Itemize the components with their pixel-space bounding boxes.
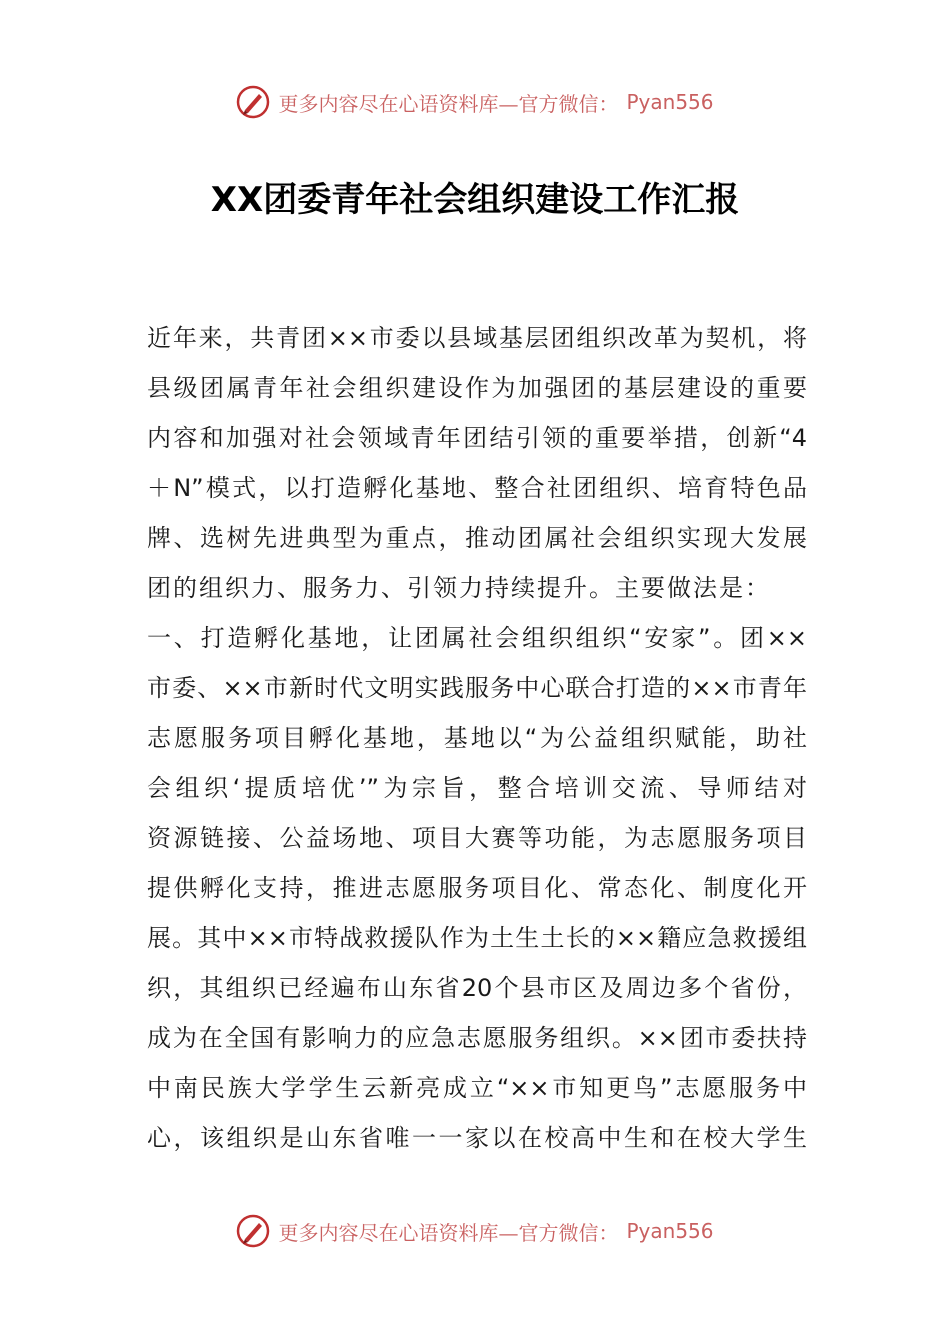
body-line: 提供孵化支持，推进志愿服务项目化、常态化、制度化开 <box>147 874 807 902</box>
body-line: 内容和加强对社会领域青年团结引领的重要举措，创新“4 <box>147 424 807 452</box>
body-line: 中南民族大学学生云新亮成立“××市知更鸟”志愿服务中 <box>147 1074 807 1102</box>
body-line: 市委、××市新时代文明实践服务中心联合打造的××市青年 <box>147 674 807 702</box>
document-title: XX团委青年社会组织建设工作汇报 <box>210 180 740 220</box>
body-line: ＋N”模式，以打造孵化基地、整合社团组织、培育特色品 <box>147 474 807 502</box>
watermark-text: 更多内容尽在心语资料库—官方微信： <box>278 1220 619 1245</box>
body-line: 一、打造孵化基地，让团属社会组织组织“安家”。团×× <box>147 624 807 652</box>
pen-logo-icon <box>236 1214 270 1248</box>
watermark-header <box>0 82 950 122</box>
body-line: 近年来，共青团××市委以县域基层团组织改革为契机，将 <box>147 324 807 352</box>
body-line: 团的组织力、服务力、引领力持续提升。主要做法是： <box>147 574 771 602</box>
body-line: 志愿服务项目孵化基地，基地以“为公益组织赋能，助社 <box>147 724 807 752</box>
body-line: 会组织‘提质培优’”为宗旨，整合培训交流、导师结对 <box>147 774 807 802</box>
watermark-handle: Pyan556 <box>626 90 714 114</box>
watermark-handle: Pyan556 <box>626 1219 714 1243</box>
body-line: 织，其组织已经遍布山东省20个县市区及周边多个省份， <box>147 974 807 1002</box>
body-line: 成为在全国有影响力的应急志愿服务组织。××团市委扶持 <box>147 1024 807 1052</box>
body-line: 县级团属青年社会组织建设作为加强团的基层建设的重要 <box>147 374 807 402</box>
watermark-footer <box>0 1211 950 1251</box>
pen-logo-icon <box>236 85 270 119</box>
body-line: 资源链接、公益场地、项目大赛等功能，为志愿服务项目 <box>147 824 807 852</box>
watermark-text: 更多内容尽在心语资料库—官方微信： <box>278 91 619 116</box>
body-line: 牌、选树先进典型为重点，推动团属社会组织实现大发展 <box>147 524 807 552</box>
body-line: 心，该组织是山东省唯一一家以在校高中生和在校大学生 <box>147 1124 807 1152</box>
body-line: 展。其中××市特战救援队作为土生土长的××籍应急救援组 <box>147 924 807 952</box>
document-body <box>147 313 807 1163</box>
